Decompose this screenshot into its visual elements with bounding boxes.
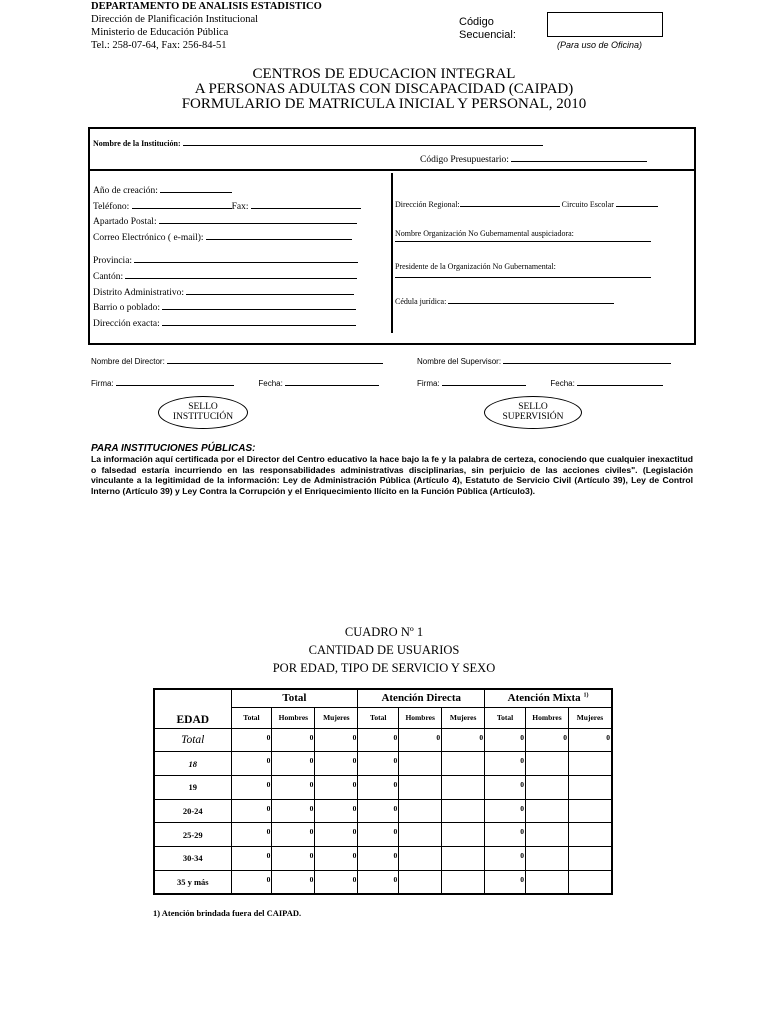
telefono-row [93,199,361,215]
table-cell[interactable] [525,775,568,799]
spacer [395,278,658,294]
table-cell[interactable]: 0 [272,846,315,870]
subheader-hombres: Hombres [525,707,568,728]
direction-name: Dirección de Planificación Institucional [91,14,259,25]
cedula-row [395,294,658,306]
supervisor-fecha-input[interactable] [577,376,663,386]
table-cell[interactable]: 0 [358,870,399,894]
subheader-hombres: Hombres [272,707,315,728]
table-cell[interactable]: 0 [485,846,526,870]
apartado-row [93,214,361,230]
oficina-note: (Para uso de Oficina) [557,40,643,50]
sello-supervision-line1: SELLO [518,402,548,412]
cuadro-title-2: CANTIDAD DE USUARIOS [308,643,460,657]
fax-label: Fax: [231,201,249,212]
age-label: 19 [154,775,231,799]
table-cell[interactable]: 0 [568,728,612,752]
subheader-hombres: Hombres [399,707,442,728]
institution-name-label: Nombre de la Institución: [93,139,181,148]
table-cell[interactable] [442,752,485,776]
table-cell[interactable] [399,823,442,847]
codigo-secuencial-field[interactable] [547,12,663,37]
legal-heading: PARA INSTITUCIONES PÚBLICAS: [91,443,256,454]
table-cell[interactable] [525,823,568,847]
table-cell[interactable]: 0 [485,728,526,752]
table-cell[interactable]: 0 [315,799,358,823]
subheader-mujeres: Mujeres [568,707,612,728]
table-cell[interactable] [568,846,612,870]
correo-label: Correo Electrónico ( e-mail): [93,232,204,243]
table-row [154,752,612,776]
anio-label: Año de creación: [93,186,158,196]
age-label: 30-34 [154,846,231,870]
table-row [154,846,612,870]
table-cell[interactable]: 0 [315,775,358,799]
fecha-label: Fecha: [550,379,575,388]
table-cell[interactable] [568,870,612,894]
table-cell[interactable]: 0 [272,870,315,894]
sello-supervision [484,396,582,429]
telefono-label: Teléfono: [93,201,130,212]
direccion-row [93,316,361,332]
table-cell[interactable]: 0 [358,775,399,799]
table-cell[interactable]: 0 [358,799,399,823]
table-cell[interactable]: 0 [525,728,568,752]
group-mixta-label: Atención Mixta [507,692,581,705]
budget-code-label: Código Presupuestario: [420,155,509,165]
table-cell[interactable] [568,775,612,799]
director-firma-input[interactable] [116,376,234,386]
codigo-label-line2: Secuencial: [459,29,516,41]
barrio-input[interactable] [162,300,356,310]
correo-input[interactable] [206,230,352,240]
barrio-row [93,300,361,316]
subheader-mujeres: Mujeres [315,707,358,728]
table-cell[interactable] [568,799,612,823]
table-cell[interactable]: 0 [231,752,272,776]
table-cell[interactable] [442,846,485,870]
location-box [88,169,696,345]
table-cell[interactable]: 0 [231,775,272,799]
table-cell[interactable]: 0 [231,728,272,752]
regional-row [395,197,658,209]
table-cell[interactable]: 0 [272,823,315,847]
direccion-input[interactable] [162,316,356,326]
table-cell[interactable]: 0 [272,728,315,752]
cuadro-table [153,688,613,895]
presidente-input[interactable] [395,271,651,278]
group-header-row [154,689,612,707]
age-label: 25-29 [154,823,231,847]
title-line-3: FORMULARIO DE MATRICULA INICIAL Y PERSONAL, 2010 [181,96,587,112]
cuadro-footnote: 1) Atención brindada fuera del CAIPAD. [153,908,302,918]
firma-label: Firma: [417,379,440,388]
canton-row [93,269,361,285]
sello-institucion-line1: SELLO [188,402,218,412]
table-cell[interactable]: 0 [315,728,358,752]
table-cell[interactable]: 0 [485,870,526,894]
table-cell[interactable]: 0 [485,823,526,847]
header-block [91,0,322,52]
subheader-total: Total [231,707,272,728]
table-cell[interactable] [442,799,485,823]
institution-name-input[interactable] [183,136,543,146]
mixta-footnote-ref: 1) [583,692,589,699]
regional-label: Dirección Regional: [395,200,460,209]
supervisor-label: Nombre del Supervisor: [417,357,502,366]
barrio-label: Barrio o poblado: [93,303,161,314]
correo-row [93,230,361,246]
table-cell[interactable]: 0 [485,752,526,776]
department-name: DEPARTAMENTO DE ANALISIS ESTADISTICO [91,1,322,12]
table-cell[interactable]: 0 [231,799,272,823]
table-cell[interactable]: 0 [315,823,358,847]
table-cell[interactable]: 0 [315,846,358,870]
table-cell[interactable] [568,752,612,776]
age-label: 35 y más [154,870,231,894]
table-cell[interactable] [568,823,612,847]
director-input[interactable] [167,354,383,364]
table-cell[interactable]: 0 [272,775,315,799]
director-label: Nombre del Director: [91,357,165,366]
direccion-label: Dirección exacta: [93,318,160,329]
sello-institucion [158,396,248,429]
canton-input[interactable] [125,269,357,279]
sello-supervision-line2: SUPERVISIÓN [502,412,564,422]
title-line-1: CENTROS DE EDUCACION INTEGRAL [252,66,516,82]
table-cell[interactable]: 0 [231,870,272,894]
table-cell[interactable] [525,870,568,894]
table-cell[interactable]: 0 [399,728,442,752]
left-fields [93,183,361,331]
table-cell[interactable]: 0 [231,846,272,870]
table-cell[interactable] [399,799,442,823]
subheader-total: Total [358,707,399,728]
provincia-label: Provincia: [93,256,133,267]
distrito-row [93,285,361,301]
title-line-2: A PERSONAS ADULTAS CON DISCAPACIDAD (CAIPAD) [194,81,574,97]
spacer [93,245,361,253]
divider [391,173,393,333]
phone-fax: Tel.: 258-07-64, Fax: 256-84-51 [91,40,227,51]
table-cell[interactable] [399,846,442,870]
table-cell[interactable]: 0 [442,728,485,752]
table-cell[interactable] [399,752,442,776]
group-directa-header: Atención Directa [358,689,485,707]
table-cell[interactable]: 0 [272,752,315,776]
ong-label: Nombre Organización No Gubernamental auspiciadora: [395,229,574,238]
budget-code-row [420,152,647,165]
table-cell[interactable] [442,870,485,894]
anio-input[interactable] [160,183,232,193]
table-row [154,728,612,752]
table-cell[interactable]: 0 [358,752,399,776]
right-fields [395,197,658,306]
table-cell[interactable]: 0 [485,799,526,823]
legal-text: La información aquí certificada por el Director del Centro educativo la hace bajo la fe y la palabra de certeza, conociendo que cualquier inexactitud o falsedad estaría incurriendo en las responsabilidades administrativas disciplinarias, sin perjuicio de las acciones civiles". (Legislación vinculante a la legitimidad de la información: Ley de Administración Pública (Artículo 4), Estatuto de Servicio Civil (Artículo 39), Ley de Control Interno (Artículo 39) y Ley Contra la Corrupción y el Enriquecimiento Ilícito en la Función Pública (Artículo3). [91,454,693,496]
institution-box [88,127,696,171]
regional-input[interactable] [460,197,560,207]
cedula-label: Cédula jurídica: [395,297,447,306]
circuito-label: Circuito Escolar [561,200,614,209]
group-total-header: Total [231,689,358,707]
table-cell[interactable] [525,799,568,823]
distrito-input[interactable] [186,285,354,295]
table-cell[interactable]: 0 [315,752,358,776]
presidente-label: Presidente de la Organización No Gubernamental: [395,262,556,271]
cuadro-title-3: POR EDAD, TIPO DE SERVICIO Y SEXO [272,661,496,675]
spacer [395,209,658,229]
subheader-mujeres: Mujeres [442,707,485,728]
supervisor-firma-input[interactable] [442,376,526,386]
apartado-input[interactable] [159,214,357,224]
anio-row [93,183,361,199]
table-cell[interactable] [525,752,568,776]
spacer [395,242,658,262]
table-cell[interactable] [442,823,485,847]
ministry-name: Ministerio de Educación Pública [91,27,229,38]
table-cell[interactable] [399,775,442,799]
canton-label: Cantón: [93,271,124,282]
distrito-label: Distrito Administrativo: [93,287,185,298]
age-label: 18 [154,752,231,776]
institution-name-row [93,136,543,148]
codigo-label-line1: Código [459,16,494,28]
codigo-label [459,16,516,42]
table-cell[interactable]: 0 [358,823,399,847]
edad-header: EDAD [154,689,231,728]
table-cell[interactable] [399,870,442,894]
table-row [154,799,612,823]
provincia-row [93,253,361,269]
circuito-input[interactable] [616,197,658,207]
group-mixta-header [485,689,612,707]
apartado-label: Apartado Postal: [93,217,157,228]
table-row [154,870,612,894]
subheader-total: Total [485,707,526,728]
sello-institucion-line2: INSTITUCIÓN [172,412,234,422]
cuadro-title-1: CUADRO Nº 1 [344,625,424,639]
table-cell[interactable] [525,846,568,870]
cedula-input[interactable] [448,294,614,304]
budget-code-input[interactable] [511,152,647,162]
table-cell[interactable] [442,775,485,799]
firma-label: Firma: [91,379,114,388]
table-cell[interactable]: 0 [358,846,399,870]
table-cell[interactable]: 0 [315,870,358,894]
table-cell[interactable]: 0 [272,799,315,823]
table-row [154,775,612,799]
age-label: 20-24 [154,799,231,823]
table-cell[interactable]: 0 [231,823,272,847]
telefono-input[interactable] [132,199,232,209]
supervisor-row [417,354,671,366]
supervisor-input[interactable] [503,354,671,364]
fax-input[interactable] [251,199,361,209]
director-row [91,354,383,366]
table-cell[interactable]: 0 [485,775,526,799]
director-fecha-input[interactable] [285,376,379,386]
supervisor-firma-row [417,376,663,388]
fecha-label: Fecha: [258,379,283,388]
provincia-input[interactable] [134,253,358,263]
age-label: Total [154,728,231,752]
table-row [154,823,612,847]
director-firma-row [91,376,379,388]
table-cell[interactable]: 0 [358,728,399,752]
